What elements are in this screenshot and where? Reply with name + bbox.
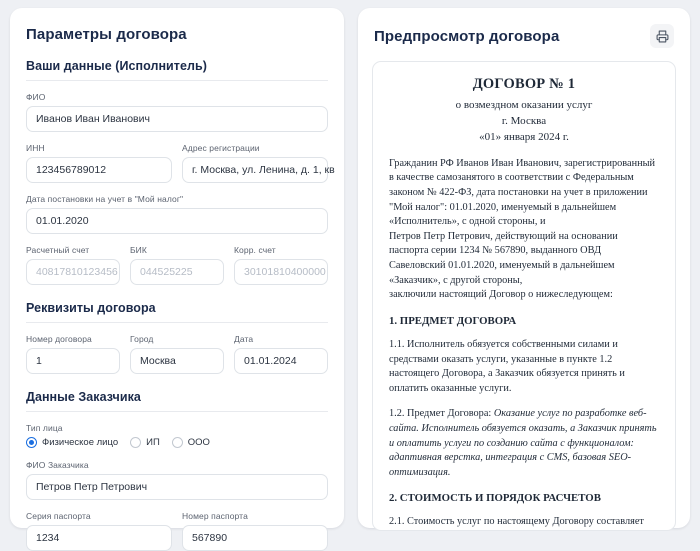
print-button[interactable] xyxy=(650,24,674,48)
inn-input[interactable]: 123456789012 xyxy=(26,157,172,183)
field-city xyxy=(130,334,224,374)
row-contract-requisites xyxy=(26,334,328,374)
inn-label: ИНН xyxy=(26,143,45,153)
field-fio xyxy=(26,92,328,132)
address-input[interactable]: г. Москва, ул. Ленина, д. 1, кв xyxy=(182,157,328,183)
date-label: Дата xyxy=(234,334,254,344)
document-subtitle-city: г. Москва xyxy=(501,114,547,127)
passport-number-label: Номер паспорта xyxy=(182,511,248,521)
divider xyxy=(26,322,328,323)
bik-label: БИК xyxy=(130,245,147,255)
person-type-label: Тип лица xyxy=(26,423,63,433)
document-clause-1-1: 1.1. Исполнитель обязуется собственными силами и средствами оказать услуги, указанные в пункте 1.2 настоящего Договора, а Заказчик обязуется принять и оплатить оказанные услуги. xyxy=(389,338,625,394)
radio-icon[interactable] xyxy=(130,437,141,448)
field-address xyxy=(182,143,335,183)
document-subtitle-services: о возмездном оказании услуг xyxy=(455,99,593,111)
contract-parameters-panel xyxy=(10,8,344,544)
document-subtitle-date: «01» января 2024 г. xyxy=(479,130,569,143)
radio-option-ip[interactable] xyxy=(130,437,160,448)
date-input[interactable]: 01.01.2024 xyxy=(234,348,328,374)
document-section-1-heading: 1. ПРЕДМЕТ ДОГОВОРА xyxy=(389,314,517,327)
divider xyxy=(26,411,328,412)
person-type-radio-group xyxy=(26,437,328,448)
section-heading-performer: Ваши данные (Исполнитель) xyxy=(26,59,207,73)
client-fio-input[interactable]: Петров Петр Петрович xyxy=(26,474,328,500)
field-registration-date xyxy=(26,194,328,234)
fio-input[interactable]: Иванов Иван Иванович xyxy=(26,106,328,132)
document-clause-2-1: 2.1. Стоимость услуг по настоящему Договору составляет xyxy=(389,516,644,528)
preview-title: Предпросмотр договора xyxy=(374,27,560,45)
field-passport-series xyxy=(26,511,172,551)
bik-input[interactable]: 044525225 xyxy=(130,259,224,285)
contract-number-input[interactable]: 1 xyxy=(26,348,120,374)
document-paragraph-client: Петров Петр Петрович, действующий на основании паспорта серии 1234 № 567890, выданного ОВД Савеловский 01.01.2020, именуемый в дальнейшем «Заказчик», с другой стороны, xyxy=(389,230,618,286)
field-date xyxy=(234,334,328,374)
field-passport-number xyxy=(182,511,328,551)
contract-preview-panel xyxy=(358,8,690,528)
clause-1-2-prefix: 1.2. Предмет Договора: xyxy=(389,408,494,420)
corr-account-input[interactable]: 30101810400000 xyxy=(234,259,328,285)
client-fio-label: ФИО Заказчика xyxy=(26,460,89,470)
contract-number-label: Номер договора xyxy=(26,334,92,344)
contract-document xyxy=(372,61,676,531)
registration-date-label: Дата постановки на учет в "Мой налог" xyxy=(26,194,184,204)
page-title: Параметры договора xyxy=(26,26,187,43)
row-passport xyxy=(26,511,328,551)
section-heading-requisites: Реквизиты договора xyxy=(26,301,156,315)
city-label: Город xyxy=(130,334,154,344)
fio-label: ФИО xyxy=(26,92,46,102)
account-label: Расчетный счет xyxy=(26,245,90,255)
document-title: ДОГОВОР № 1 xyxy=(472,76,576,92)
radio-option-individual[interactable] xyxy=(26,437,118,448)
document-paragraph-conclusion: заключили настоящий Договор о нижеследующем: xyxy=(389,289,613,301)
radio-label: ООО xyxy=(187,437,210,448)
radio-option-ooo[interactable] xyxy=(172,437,210,448)
city-input[interactable]: Москва xyxy=(130,348,224,374)
address-label: Адрес регистрации xyxy=(182,143,260,153)
row-bank-details xyxy=(26,245,328,285)
radio-icon[interactable] xyxy=(26,437,37,448)
passport-series-input[interactable]: 1234 xyxy=(26,525,172,551)
printer-icon xyxy=(656,30,669,43)
document-paragraph-performer: Гражданин РФ Иванов Иван Иванович, зарегистрированный в качестве самозанятого в соответствии с Федеральным законом № 422-ФЗ, дата постановки на учет в приложении "Мой налог": 01.01.2020, именуемый в дальнейшем «Исполнитель», с одной стороны, и xyxy=(389,157,656,228)
corr-account-label: Корр. счет xyxy=(234,245,276,255)
clause-1-2-subject: Оказание услуг по разработке веб-сайта. Исполнитель обязуется оказать, а Заказчик принять и оплатить услуги по созданию сайта с функционалом: адаптивная верстка, интеграция с CMS, базовая SEO-оптимизация. xyxy=(389,408,657,478)
field-account xyxy=(26,245,120,285)
radio-icon[interactable] xyxy=(172,437,183,448)
divider xyxy=(26,80,328,81)
field-contract-number xyxy=(26,334,120,374)
registration-date-input[interactable]: 01.01.2020 xyxy=(26,208,328,234)
passport-series-label: Серия паспорта xyxy=(26,511,91,521)
preview-header xyxy=(372,24,676,48)
field-bik xyxy=(130,245,224,285)
row-inn-address xyxy=(26,143,335,183)
document-clause-1-2 xyxy=(389,407,659,480)
radio-label: Физическое лицо xyxy=(42,437,119,448)
radio-label: ИП xyxy=(146,437,160,448)
passport-number-input[interactable]: 567890 xyxy=(182,525,328,551)
field-corr-account xyxy=(234,245,328,285)
field-inn xyxy=(26,143,172,183)
field-client-fio xyxy=(26,460,328,500)
document-section-2-heading: 2. СТОИМОСТЬ И ПОРЯДОК РАСЧЕТОВ xyxy=(389,492,601,505)
account-input[interactable]: 40817810123456 xyxy=(26,259,120,285)
section-heading-client: Данные Заказчика xyxy=(26,390,141,404)
